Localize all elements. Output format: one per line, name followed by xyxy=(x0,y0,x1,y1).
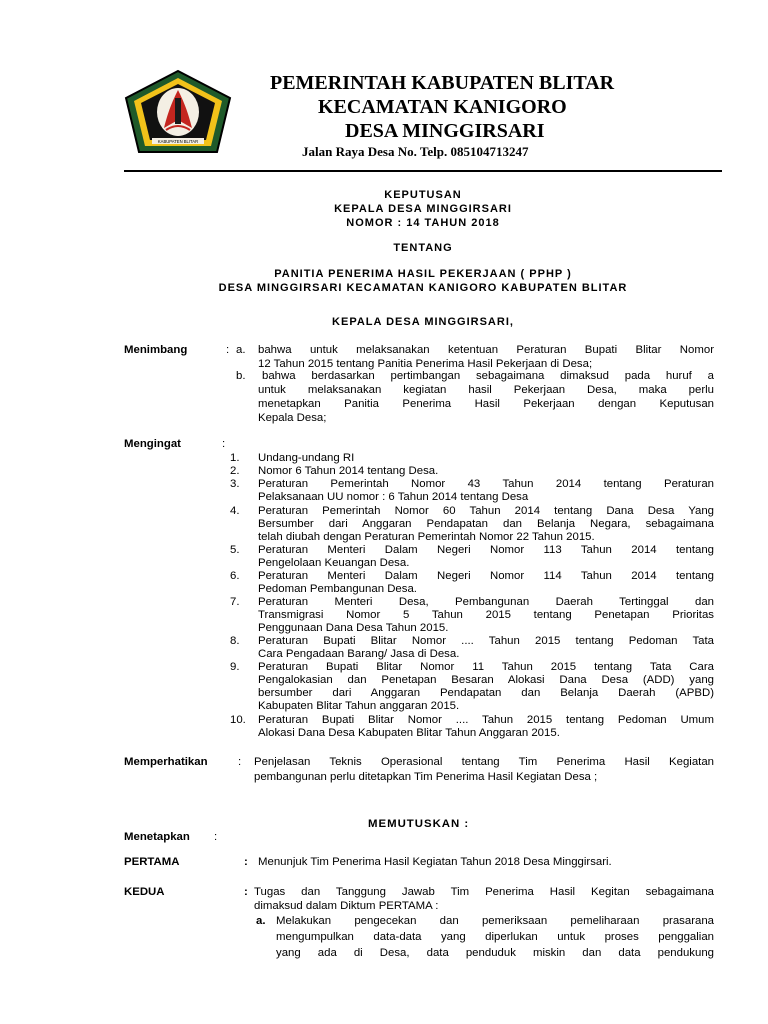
mengingat-item-line: Transmigrasi Nomor 5 Tahun 2015 tentang Penetapan Prioritas xyxy=(258,609,714,621)
kedua-colon: : xyxy=(244,886,248,898)
mengingat-item-line: Kabupaten Blitar Tahun anggaran 2015. xyxy=(258,700,460,712)
mengingat-item-line: Penggunaan Dana Desa Tahun 2015. xyxy=(258,622,449,634)
decree-subject-line2: DESA MINGGIRSARI KECAMATAN KANIGORO KABUPATEN BLITAR xyxy=(218,282,628,294)
mengingat-item-line: telah diubah dengan Peraturan Pemerintah Nomor 22 Tahun 2015. xyxy=(258,531,595,543)
pertama-text: Menunjuk Tim Penerima Hasil Kegiatan Tahun 2018 Desa Minggirsari. xyxy=(258,856,612,868)
mengingat-item-line: Pedoman Pembangunan Desa. xyxy=(258,583,417,595)
menimbang-a-marker: a. xyxy=(236,344,246,356)
letterhead-district: KECAMATAN KANIGORO xyxy=(318,96,567,118)
letterhead-divider xyxy=(124,170,722,172)
mengingat-item-line: Pelaksanaan UU nomor : 6 Tahun 2014 tentang Desa xyxy=(258,491,529,503)
decree-about: TENTANG xyxy=(393,242,453,254)
mengingat-item-line: Peraturan Menteri Dalam Negeri Nomor 114 Tahun 2014 tentang xyxy=(258,570,714,582)
memperhatikan-colon: : xyxy=(238,756,242,768)
kedua-a-marker: a. xyxy=(256,915,266,927)
mengingat-item-line: Undang-undang RI xyxy=(258,452,355,464)
mengingat-label: Mengingat xyxy=(124,438,181,450)
mengingat-item-line: Nomor 6 Tahun 2014 tentang Desa. xyxy=(258,465,439,477)
logo-text: KABUPATEN BLITAR xyxy=(157,139,199,144)
mengingat-item-line: Pengalokasian dan Penetapan Besaran Alokasi Dana Desa (ADD) yang xyxy=(258,674,714,686)
kedua-a-line: yang ada di Desa, data penduduk miskin dan data pendukung xyxy=(276,947,714,959)
menetapkan-colon: : xyxy=(214,831,218,843)
mengingat-item-number: 10. xyxy=(230,714,246,726)
mengingat-item-number: 4. xyxy=(230,505,240,517)
decree-subject-line1: PANITIA PENERIMA HASIL PEKERJAAN ( PPHP ) xyxy=(274,268,572,280)
decree-title: KEPUTUSAN xyxy=(384,189,462,201)
mengingat-item-line: Peraturan Pemerintah Nomor 60 Tahun 2014 tentang Dana Desa Yang xyxy=(258,505,714,517)
menimbang-b-marker: b. xyxy=(236,370,246,382)
mengingat-item-number: 7. xyxy=(230,596,240,608)
mengingat-item-line: Peraturan Bupati Blitar Nomor 11 Tahun 2015 tentang Tata Cara xyxy=(258,661,714,673)
mengingat-item-line: Peraturan Menteri Dalam Negeri Nomor 113 Tahun 2014 tentang xyxy=(258,544,714,556)
kedua-line: Tugas dan Tanggung Jawab Tim Penerima Hasil Kegitan sebagaimana xyxy=(254,886,714,898)
letterhead-village: DESA MINGGIRSARI xyxy=(345,120,545,142)
mengingat-item-line: Peraturan Bupati Blitar Nomor .... Tahun 2015 tentang Pedoman Umum xyxy=(258,714,714,726)
memperhatikan-line: pembangunan perlu ditetapkan Tim Penerima Hasil Kegiatan Desa ; xyxy=(254,771,598,783)
regency-emblem-logo xyxy=(122,68,234,156)
mengingat-item-number: 8. xyxy=(230,635,240,647)
memutuskan-title: MEMUTUSKAN : xyxy=(368,818,470,830)
mengingat-item-line: Peraturan Menteri Desa, Pembangunan Daerah Tertinggal dan xyxy=(258,596,714,608)
kedua-line: dimaksud dalam Diktum PERTAMA : xyxy=(254,900,439,912)
mengingat-item-line: Peraturan Pemerintah Nomor 43 Tahun 2014 tentang Peraturan xyxy=(258,478,714,490)
mengingat-item-line: Peraturan Bupati Blitar Nomor .... Tahun 2015 tentang Pedoman Tata xyxy=(258,635,714,647)
pertama-label: PERTAMA xyxy=(124,856,180,868)
mengingat-item-line: Bersumber dari Anggaran Pendapatan dan Belanja Negara, sebagaimana xyxy=(258,518,714,530)
decree-authority: KEPALA DESA MINGGIRSARI, xyxy=(332,316,514,328)
menimbang-b-line: Kepala Desa; xyxy=(258,412,327,424)
menimbang-b-line: untuk melaksanakan kegiatan hasil Pekerjaan Desa, maka perlu xyxy=(258,384,714,396)
mengingat-item-number: 2. xyxy=(230,465,240,477)
mengingat-item-number: 9. xyxy=(230,661,240,673)
decree-number: NOMOR : 14 TAHUN 2018 xyxy=(346,217,500,229)
letterhead-government: PEMERINTAH KABUPATEN BLITAR xyxy=(270,72,615,94)
memperhatikan-line: Penjelasan Teknis Operasional tentang Tim Penerima Hasil Kegiatan xyxy=(254,756,714,768)
mengingat-item-number: 3. xyxy=(230,478,240,490)
mengingat-item-number: 1. xyxy=(230,452,240,464)
mengingat-colon: : xyxy=(222,438,226,450)
menimbang-b-line: bahwa berdasarkan pertimbangan sebagaimana dimaksud pada huruf a xyxy=(262,370,714,382)
memperhatikan-label: Memperhatikan xyxy=(124,756,208,768)
menimbang-label: Menimbang xyxy=(124,344,188,356)
menimbang-a-line: bahwa untuk melaksanakan ketentuan Peraturan Bupati Blitar Nomor xyxy=(258,344,714,356)
mengingat-item-line: Cara Pengadaan Barang/ Jasa di Desa. xyxy=(258,648,460,660)
menimbang-a-line: 12 Tahun 2015 tentang Panitia Penerima Hasil Pekerjaan di Desa; xyxy=(258,358,593,370)
mengingat-item-number: 6. xyxy=(230,570,240,582)
decree-issuer: KEPALA DESA MINGGIRSARI xyxy=(334,203,512,215)
kedua-a-line: mengumpulkan data-data yang diperlukan untuk proses penggalian xyxy=(276,931,714,943)
mengingat-item-line: Pengelolaan Keuangan Desa. xyxy=(258,557,410,569)
mengingat-item-number: 5. xyxy=(230,544,240,556)
menimbang-colon: : xyxy=(226,344,230,356)
kedua-label: KEDUA xyxy=(124,886,165,898)
menimbang-b-line: menetapkan Panitia Penerima Hasil Pekerjaan dengan Keputusan xyxy=(258,398,714,410)
menetapkan-label: Menetapkan xyxy=(124,831,190,843)
kedua-a-line: Melakukan pengecekan dan pemeriksaan pemeliharaan prasarana xyxy=(276,915,714,927)
mengingat-item-line: bersumber dari Anggaran Pendapatan dan Belanja Daerah (APBD) xyxy=(258,687,714,699)
pertama-colon: : xyxy=(244,856,248,868)
mengingat-item-line: Alokasi Dana Desa Kabupaten Blitar Tahun Anggaran 2015. xyxy=(258,727,560,739)
letterhead-address: Jalan Raya Desa No. Telp. 085104713247 xyxy=(302,144,529,159)
